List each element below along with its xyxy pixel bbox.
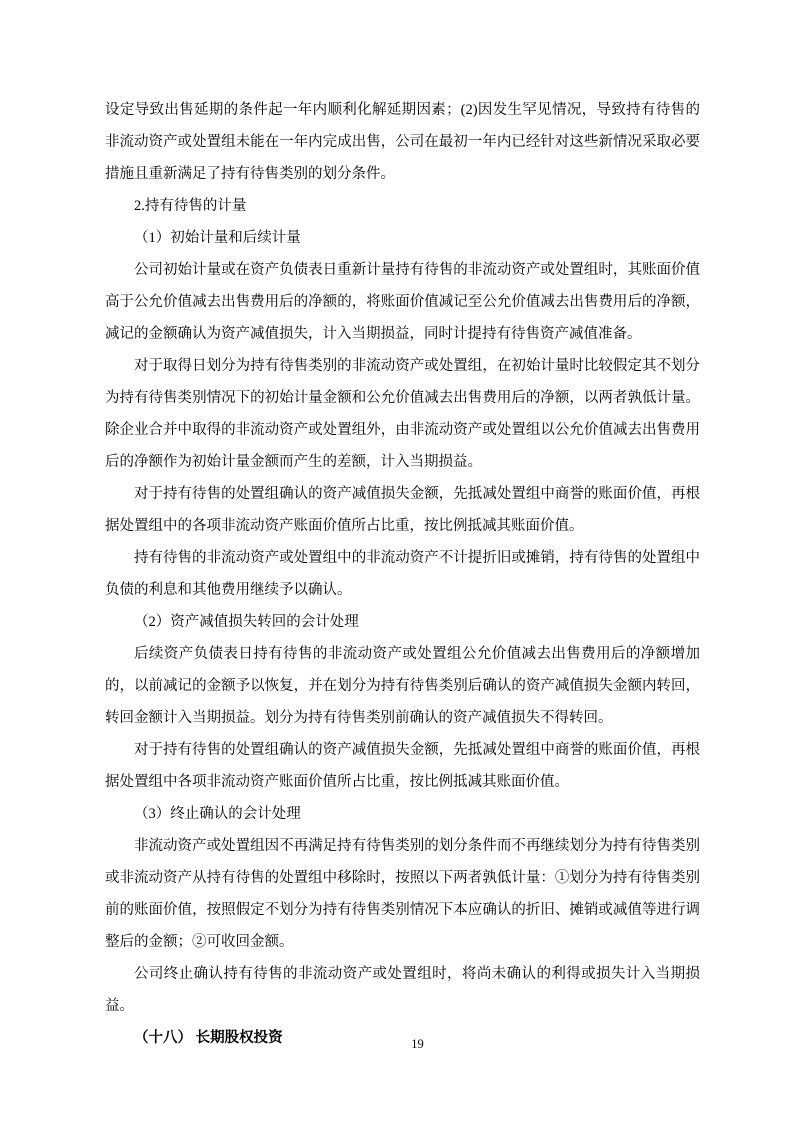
paragraph-no-depreciation-amortization: 持有待售的非流动资产或处置组中的非流动资产不计提折旧或摊销，持有待售的处置组中负债的利息和其他费用继续予以确认。 — [105, 550, 700, 598]
heading-held-for-sale-measurement: 2.持有待售的计量 — [134, 198, 247, 214]
paragraph-impairment-allocation-goodwill: 对于持有待售的处置组确认的资产减值损失金额，先抵减处置组中商誉的账面价值，再根据处置组中的各项非流动资产账面价值所占比重，按比例抵减其账面价值。 — [105, 486, 700, 534]
paragraph-sale-delay-conditions-continued: 设定导致出售延期的条件起一年内顺利化解延期因素；(2)因发生罕见情况，导致持有待售的非流动资产或处置组未能在一年内完成出售，公司在最初一年内已经针对这些新情况采取必要措施且重新满足了持有待售类别的划分条件。 — [105, 102, 700, 182]
paragraph-subsequent-balance-sheet-reversal: 后续资产负债表日持有待售的非流动资产或处置组公允价值减去出售费用后的净额增加的，以前减记的金额予以恢复，并在划分为持有待售类别后确认的资产减值损失金额内转回，转回金额计入当期损益。划分为持有待售类别前确认的资产减值损失不得转回。 — [105, 646, 700, 726]
subheading-derecognition-accounting: （3）终止确认的会计处理 — [134, 806, 301, 822]
paragraph-acquisition-date-classification: 对于取得日划分为持有待售类别的非流动资产或处置组，在初始计量时比较假定其不划分为持有待售类别情况下的初始计量金额和公允价值减去出售费用后的净额，以两者孰低计量。除企业合并中取得的非流动资产或处置组外，由非流动资产或处置组以公允价值减去出售费用后的净额作为初始计量金额而产生的差额，计入当期损益。 — [105, 358, 700, 470]
paragraph-derecognition-gain-loss: 公司终止确认持有待售的非流动资产或处置组时，将尚未确认的利得或损失计入当期损益。 — [105, 966, 700, 1014]
heading-long-term-equity-investment: （十八） 长期股权投资 — [134, 1030, 283, 1046]
paragraph-impairment-allocation-proportional: 对于持有待售的处置组确认的资产减值损失金额，先抵减处置组中商誉的账面价值，再根据处置组中各项非流动资产账面价值所占比重，按比例抵减其账面价值。 — [105, 742, 700, 790]
subheading-initial-and-subsequent-measurement: （1）初始计量和后续计量 — [134, 230, 301, 246]
page-number: 19 — [411, 1037, 424, 1051]
subheading-impairment-loss-reversal: （2）资产减值损失转回的会计处理 — [134, 614, 359, 630]
paragraph-initial-measurement-rule: 公司初始计量或在资产负债表日重新计量持有待售的非流动资产或处置组时，其账面价值高于公允价值减去出售费用后的净额的，将账面价值减记至公允价值减去出售费用后的净额，减记的金额确认为资产减值损失，计入当期损益，同时计提持有待售资产减值准备。 — [105, 262, 700, 342]
paragraph-reclassification-measurement: 非流动资产或处置组因不再满足持有待售类别的划分条件而不再继续划分为持有待售类别或非流动资产从持有待售的处置组中移除时，按照以下两者孰低计量：①划分为持有待售类别前的账面价值，按照假定不划分为持有待售类别情况下本应确认的折旧、摊销或减值等进行调整后的金额；②可收回金额。 — [105, 838, 700, 950]
